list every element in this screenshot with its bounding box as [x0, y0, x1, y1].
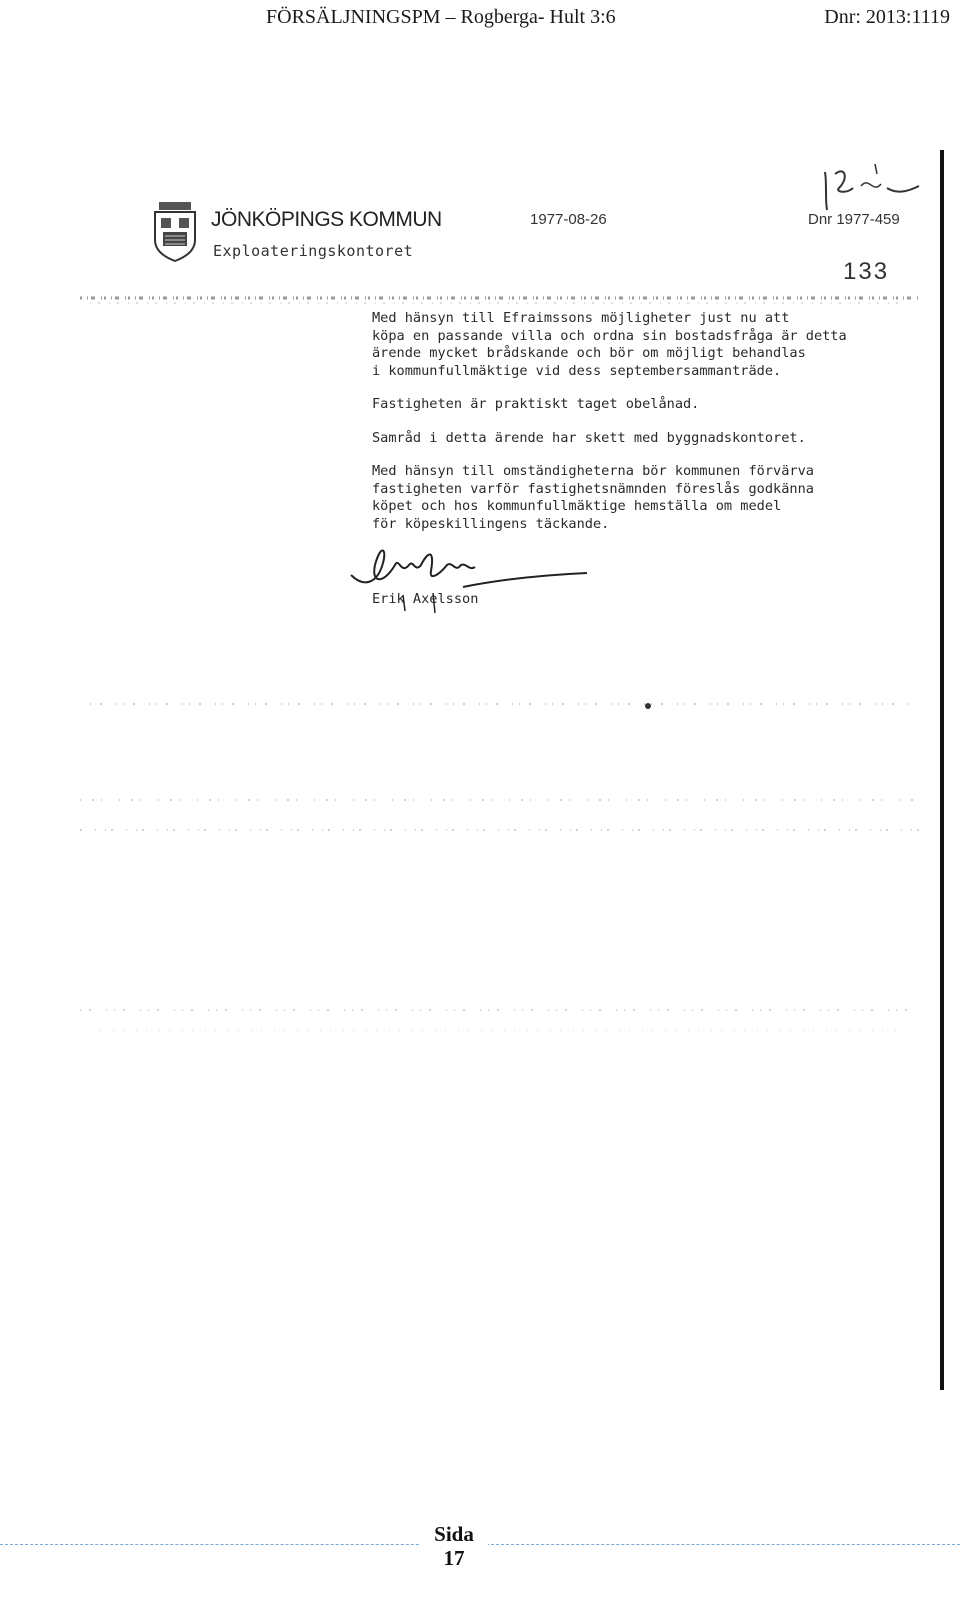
letter-date: 1977-08-26	[530, 211, 607, 228]
organization-name: JÖNKÖPINGS KOMMUN	[211, 208, 442, 231]
page-number: 17	[443, 1546, 465, 1570]
scanned-letter	[60, 150, 944, 1390]
letter-body	[372, 310, 892, 549]
page-label: Sida	[434, 1522, 474, 1546]
scan-noise-band	[80, 288, 920, 308]
document-title: FÖRSÄLJNINGSPM – Rogberga- Hult 3:6	[266, 6, 616, 28]
body-paragraph: Samråd i detta ärende har skett med byggnadskontoret.	[372, 429, 806, 446]
page-footer	[0, 1510, 960, 1617]
body-paragraph: Med hänsyn till omständigheterna bör kommunen förvärva fastigheten varför fastighetsnämnden föreslås godkänna köpet och hos kommunfullmäktige hemställa om medel för köpeskillingens täckande.	[372, 463, 814, 532]
body-paragraph: Fastigheten är praktiskt taget obelånad.	[372, 396, 700, 412]
scan-noise-band	[80, 1000, 920, 1040]
signer-name: Erik Axelsson	[372, 591, 479, 607]
letterhead	[153, 200, 453, 264]
document-dnr: Dnr: 2013:1119	[824, 6, 950, 28]
scan-noise-band	[80, 790, 920, 840]
running-header	[0, 4, 960, 36]
department-name: Exploateringskontoret	[213, 242, 414, 260]
scan-edge	[940, 150, 944, 1390]
body-paragraph: Med hänsyn till Efraimssons möjligheter just nu att köpa en passande villa och ordna sin bostadsfråga är detta ärende mycket brådskande och bör om möjligt behandlas i kommunfullmäktige vid dess septembersammanträde.	[372, 310, 847, 379]
section-number: 133	[843, 258, 890, 285]
scan-noise-band	[80, 698, 920, 716]
letter-dnr: Dnr 1977-459	[808, 211, 900, 228]
page-number-block	[420, 1522, 488, 1570]
handwritten-mark	[815, 158, 925, 214]
municipal-crest-icon	[153, 200, 197, 262]
